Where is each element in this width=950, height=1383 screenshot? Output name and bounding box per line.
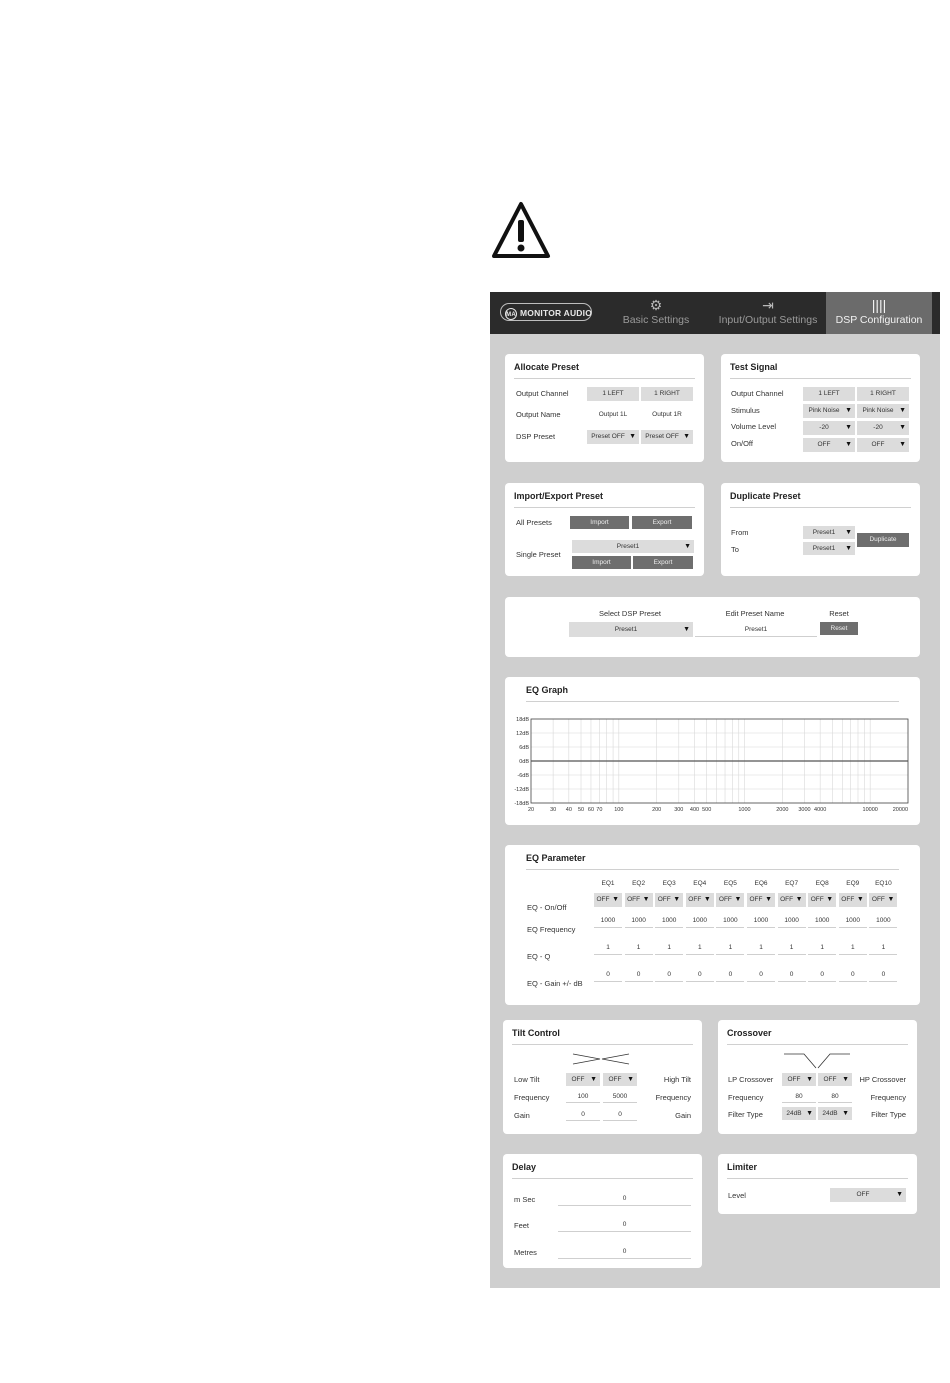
eq-onoff-select[interactable] xyxy=(869,893,897,907)
eq-frequency-input[interactable]: 1000 xyxy=(808,914,836,928)
dropdown-arrow-icon: ▼ xyxy=(899,441,906,448)
preset-name-input[interactable]: Preset1 xyxy=(695,622,817,637)
single-preset-select[interactable] xyxy=(572,540,694,553)
output-name-left[interactable]: Output 1L xyxy=(598,411,628,418)
eq-band-header: EQ4 xyxy=(693,880,707,887)
eq-onoff-select[interactable] xyxy=(778,893,806,907)
eq-band-header: EQ10 xyxy=(875,880,892,887)
select-value: OFF xyxy=(596,896,610,903)
eq-frequency-input[interactable]: 1000 xyxy=(625,914,653,928)
low-gain-input[interactable]: 0 xyxy=(566,1108,600,1121)
y-tick-label: -12dB xyxy=(514,787,529,793)
y-tick-label: -6dB xyxy=(517,773,529,779)
channel-right: 1 RIGHT xyxy=(641,387,693,401)
delay-panel xyxy=(503,1154,702,1268)
eq-onoff-select[interactable] xyxy=(839,893,867,907)
preset-select-bar xyxy=(505,597,920,657)
hp-frequency-input[interactable]: 80 xyxy=(818,1090,852,1103)
x-tick-label: 2000 xyxy=(776,807,789,813)
eq-gain-input[interactable]: 0 xyxy=(625,968,653,982)
dropdown-arrow-icon: ▼ xyxy=(795,896,803,903)
metres-label: Metres xyxy=(514,1248,537,1257)
lp-crossover-select[interactable] xyxy=(782,1073,816,1086)
x-tick-label: 1000 xyxy=(738,807,751,813)
dropdown-arrow-icon: ▼ xyxy=(642,896,650,903)
y-tick-label: 6dB xyxy=(519,745,529,751)
eq-onoff-label: EQ - On/Off xyxy=(527,903,567,912)
msec-input[interactable]: 0 xyxy=(558,1192,691,1206)
lp-frequency-input[interactable]: 80 xyxy=(782,1090,816,1103)
high-gain-label: Gain xyxy=(675,1111,691,1120)
eq-q-input[interactable]: 1 xyxy=(594,941,622,955)
divider xyxy=(512,1044,693,1045)
eq-onoff-select[interactable] xyxy=(716,893,744,907)
dropdown-arrow-icon: ▼ xyxy=(612,896,619,903)
hp-filter-type-label: Filter Type xyxy=(871,1110,906,1119)
tab-basic-settings-label: Basic Settings xyxy=(622,314,690,326)
channel-right: 1 RIGHT xyxy=(857,387,909,401)
eq-onoff-select[interactable] xyxy=(625,893,653,907)
eq-gain-input[interactable]: 0 xyxy=(869,968,897,982)
onoff-select-left[interactable] xyxy=(803,438,855,452)
eq-onoff-select[interactable] xyxy=(594,893,622,907)
eq-band-header: EQ1 xyxy=(601,880,615,887)
divider xyxy=(514,507,695,508)
eq-frequency-input[interactable]: 1000 xyxy=(716,914,744,928)
select-value: OFF xyxy=(780,896,794,903)
tab-dsp-label: DSP Configuration xyxy=(835,314,923,326)
eq-q-input[interactable]: 1 xyxy=(625,941,653,955)
tab-dsp-configuration[interactable] xyxy=(826,292,932,334)
eq-gain-input[interactable]: 0 xyxy=(716,968,744,982)
volume-select-left[interactable] xyxy=(803,421,855,435)
volume-level-label: Volume Level xyxy=(731,422,777,431)
y-tick-label: 0dB xyxy=(519,759,529,765)
eq-q-input[interactable]: 1 xyxy=(778,941,806,955)
onoff-label: On/Off xyxy=(731,439,753,448)
crossover-curve-icon xyxy=(782,1052,852,1070)
eq-band-header: EQ7 xyxy=(785,880,799,887)
dropdown-arrow-icon: ▼ xyxy=(896,1191,903,1198)
hp-filter-type-select[interactable] xyxy=(818,1107,852,1120)
dropdown-arrow-icon: ▼ xyxy=(683,433,690,440)
x-tick-label: 200 xyxy=(652,807,662,813)
eq-band-header: EQ5 xyxy=(723,880,737,887)
from-label: From xyxy=(731,528,749,537)
x-tick-label: 500 xyxy=(702,807,712,813)
output-name-right[interactable]: Output 1R xyxy=(652,411,682,418)
y-tick-label: 18dB xyxy=(516,717,529,723)
select-value: OFF xyxy=(688,896,702,903)
high-frequency-input[interactable]: 5000 xyxy=(603,1090,637,1103)
eq-frequency-input[interactable]: 1000 xyxy=(747,914,775,928)
select-value: Pink Noise xyxy=(808,407,840,414)
select-value: OFF xyxy=(718,896,732,903)
limiter-panel xyxy=(718,1154,917,1214)
lp-filter-type-select[interactable] xyxy=(782,1107,816,1120)
dropdown-arrow-icon: ▼ xyxy=(673,896,681,903)
eq-gain-input[interactable]: 0 xyxy=(778,968,806,982)
panel-title: Limiter xyxy=(727,1162,758,1172)
eq-band-header: EQ9 xyxy=(846,880,860,887)
export-single-button[interactable]: Export xyxy=(633,556,693,569)
tilt-curve-icon xyxy=(571,1052,631,1066)
panel-title: Duplicate Preset xyxy=(730,491,801,501)
dropdown-arrow-icon: ▼ xyxy=(845,529,852,536)
x-tick-label: 4000 xyxy=(814,807,827,813)
app-window xyxy=(490,292,940,1288)
onoff-select-right[interactable] xyxy=(857,438,909,452)
panel-title: Import/Export Preset xyxy=(514,491,604,501)
x-tick-label: 100 xyxy=(614,807,624,813)
dsp-preset-select-right[interactable] xyxy=(641,430,693,444)
x-tick-label: 10000 xyxy=(862,807,878,813)
divider xyxy=(526,869,899,870)
reset-button[interactable]: Reset xyxy=(820,622,858,635)
select-value: -20 xyxy=(873,424,883,431)
divider xyxy=(730,507,911,508)
dropdown-arrow-icon: ▼ xyxy=(899,424,906,431)
dropdown-arrow-icon: ▼ xyxy=(734,896,742,903)
tab-basic-settings[interactable] xyxy=(608,292,704,334)
select-value: Preset1 xyxy=(812,545,836,552)
eq-frequency-input[interactable]: 1000 xyxy=(869,914,897,928)
warning-icon xyxy=(490,200,552,260)
x-tick-label: 20 xyxy=(527,807,535,813)
low-frequency-label: Frequency xyxy=(514,1093,550,1102)
output-channel-label: Output Channel xyxy=(516,389,569,398)
eq-frequency-input[interactable]: 1000 xyxy=(594,914,622,928)
low-tilt-select[interactable] xyxy=(566,1073,600,1086)
select-dsp-preset[interactable] xyxy=(569,622,693,637)
dropdown-arrow-icon: ▼ xyxy=(627,1076,634,1083)
panel-title: EQ Graph xyxy=(526,685,569,695)
output-name-label: Output Name xyxy=(516,410,561,419)
dropdown-arrow-icon: ▼ xyxy=(842,1110,849,1117)
eq-q-input[interactable]: 1 xyxy=(747,941,775,955)
edit-preset-name-label: Edit Preset Name xyxy=(725,609,785,618)
eq-onoff-select[interactable] xyxy=(808,893,836,907)
select-value: OFF xyxy=(817,441,831,448)
eq-band-header: EQ2 xyxy=(632,880,646,887)
select-dsp-preset-label: Select DSP Preset xyxy=(599,609,661,618)
eq-gain-input[interactable]: 0 xyxy=(839,968,867,982)
select-value: OFF xyxy=(608,1076,622,1083)
channel-left: 1 LEFT xyxy=(587,387,639,401)
hp-frequency-label: Frequency xyxy=(870,1093,906,1102)
brand-mark-icon: MA xyxy=(505,308,517,320)
select-value: OFF xyxy=(871,441,885,448)
high-tilt-select[interactable] xyxy=(603,1073,637,1086)
eq-gain-input[interactable]: 0 xyxy=(655,968,683,982)
divider xyxy=(727,1178,908,1179)
panel-title: Test Signal xyxy=(730,362,778,372)
x-tick-label: 40 xyxy=(565,807,572,813)
eq-gain-input[interactable]: 0 xyxy=(808,968,836,982)
eq-frequency-input[interactable]: 1000 xyxy=(778,914,806,928)
dsp-preset-select-left[interactable] xyxy=(587,430,639,444)
eq-gain-label: EQ - Gain +/- dB xyxy=(527,979,583,988)
x-tick-label: 3000 xyxy=(798,807,811,813)
low-gain-label: Gain xyxy=(514,1111,530,1120)
panel-title: Crossover xyxy=(727,1028,772,1038)
dropdown-arrow-icon: ▼ xyxy=(806,1110,813,1117)
eq-q-input[interactable]: 1 xyxy=(808,941,836,955)
high-gain-input[interactable]: 0 xyxy=(603,1108,637,1121)
dropdown-arrow-icon: ▼ xyxy=(842,1076,849,1083)
hp-crossover-select[interactable] xyxy=(818,1073,852,1086)
metres-input[interactable]: 0 xyxy=(558,1245,691,1259)
dropdown-arrow-icon: ▼ xyxy=(683,626,690,633)
dropdown-arrow-icon: ▼ xyxy=(806,1076,813,1083)
eq-frequency-input[interactable]: 1000 xyxy=(686,914,714,928)
dsp-bars-icon: |||| xyxy=(871,297,887,313)
panel-title: Tilt Control xyxy=(512,1028,560,1038)
divider xyxy=(730,378,911,379)
all-presets-label: All Presets xyxy=(516,518,552,527)
lp-crossover-label: LP Crossover xyxy=(728,1075,774,1084)
dropdown-arrow-icon: ▼ xyxy=(845,441,852,448)
eq-q-input[interactable]: 1 xyxy=(655,941,683,955)
dropdown-arrow-icon: ▼ xyxy=(629,433,636,440)
export-all-button[interactable]: Export xyxy=(632,516,692,529)
eq-q-input[interactable]: 1 xyxy=(686,941,714,955)
dropdown-arrow-icon: ▼ xyxy=(826,896,834,903)
select-value: Preset OFF xyxy=(645,433,679,440)
hp-crossover-label: HP Crossover xyxy=(859,1075,906,1084)
eq-frequency-input[interactable]: 1000 xyxy=(839,914,867,928)
lp-filter-type-label: Filter Type xyxy=(728,1110,763,1119)
channel-left: 1 LEFT xyxy=(803,387,855,401)
select-value: Pink Noise xyxy=(862,407,894,414)
crossover-panel xyxy=(718,1020,917,1134)
select-value: Preset OFF xyxy=(591,433,625,440)
eq-q-label: EQ - Q xyxy=(527,952,551,961)
divider xyxy=(512,1178,693,1179)
dropdown-arrow-icon: ▼ xyxy=(887,896,895,903)
y-tick-label: -18dB xyxy=(514,801,529,807)
select-value: 24dB xyxy=(822,1110,838,1117)
dropdown-arrow-icon: ▼ xyxy=(845,407,852,414)
reset-label: Reset xyxy=(829,609,849,618)
low-tilt-label: Low Tilt xyxy=(514,1075,540,1084)
eq-onoff-select[interactable] xyxy=(747,893,775,907)
select-value: OFF xyxy=(810,896,824,903)
eq-band-header: EQ3 xyxy=(662,880,676,887)
select-value: -20 xyxy=(819,424,829,431)
eq-graph-chart xyxy=(505,677,920,825)
x-tick-label: 20000 xyxy=(892,807,908,813)
x-tick-label: 70 xyxy=(596,807,603,813)
select-value: OFF xyxy=(627,896,641,903)
select-value: Preset1 xyxy=(616,543,640,550)
high-frequency-label: Frequency xyxy=(655,1093,691,1102)
top-nav xyxy=(490,292,940,334)
eq-parameter-panel xyxy=(505,845,920,1005)
select-value: OFF xyxy=(787,1076,801,1083)
high-tilt-label: High Tilt xyxy=(663,1075,691,1084)
to-label: To xyxy=(731,545,739,554)
eq-band-header: EQ8 xyxy=(815,880,829,887)
feet-label: Feet xyxy=(514,1221,530,1230)
divider xyxy=(727,1044,908,1045)
dropdown-arrow-icon: ▼ xyxy=(899,407,906,414)
feet-input[interactable]: 0 xyxy=(558,1218,691,1232)
single-preset-label: Single Preset xyxy=(516,550,561,559)
eq-q-input[interactable]: 1 xyxy=(839,941,867,955)
select-value: OFF xyxy=(657,896,671,903)
dropdown-arrow-icon: ▼ xyxy=(856,896,864,903)
eq-frequency-label: EQ Frequency xyxy=(527,925,576,934)
limiter-level-select[interactable] xyxy=(830,1188,906,1202)
brand-logo: MA MONITOR AUDIO xyxy=(500,303,592,321)
allocate-preset-panel xyxy=(505,354,704,462)
eq-q-input[interactable]: 1 xyxy=(716,941,744,955)
from-preset-select[interactable] xyxy=(803,526,855,539)
lp-frequency-label: Frequency xyxy=(728,1093,764,1102)
x-tick-label: 50 xyxy=(577,807,585,813)
stimulus-label: Stimulus xyxy=(731,406,760,415)
import-single-button[interactable]: Import xyxy=(572,556,631,569)
level-label: Level xyxy=(728,1191,746,1200)
eq-frequency-input[interactable]: 1000 xyxy=(655,914,683,928)
stimulus-select-left[interactable] xyxy=(803,404,855,418)
panel-title: Delay xyxy=(512,1162,537,1172)
x-tick-label: 300 xyxy=(674,807,684,813)
duplicate-preset-panel xyxy=(721,483,920,576)
output-channel-label: Output Channel xyxy=(731,389,784,398)
divider xyxy=(514,378,695,379)
x-tick-label: 400 xyxy=(689,807,700,813)
eq-onoff-select[interactable] xyxy=(686,893,714,907)
dropdown-arrow-icon: ▼ xyxy=(765,896,772,903)
test-signal-panel xyxy=(721,354,920,462)
select-value: OFF xyxy=(871,896,885,903)
x-tick-label: 30 xyxy=(550,807,557,813)
eq-gain-input[interactable]: 0 xyxy=(747,968,775,982)
duplicate-button[interactable]: Duplicate xyxy=(857,533,909,547)
y-tick-label: 12dB xyxy=(516,731,529,737)
low-frequency-input[interactable]: 100 xyxy=(566,1090,600,1103)
select-value: OFF xyxy=(841,896,855,903)
dropdown-arrow-icon: ▼ xyxy=(703,896,711,903)
eq-q-input[interactable]: 1 xyxy=(869,941,897,955)
select-value: Preset1 xyxy=(614,626,638,633)
select-value: OFF xyxy=(749,896,763,903)
msec-label: m Sec xyxy=(514,1195,536,1204)
panel-title: EQ Parameter xyxy=(526,853,586,863)
eq-gain-input[interactable]: 0 xyxy=(594,968,622,982)
select-value: 24dB xyxy=(786,1110,802,1117)
dropdown-arrow-icon: ▼ xyxy=(845,424,852,431)
tab-input-output-label: Input/Output Settings xyxy=(718,314,818,326)
select-value: OFF xyxy=(823,1076,837,1083)
input-icon: ⇥ xyxy=(762,297,774,313)
dropdown-arrow-icon: ▼ xyxy=(590,1076,597,1083)
eq-graph-panel xyxy=(505,677,920,825)
x-tick-label: 60 xyxy=(587,807,595,813)
eq-onoff-select[interactable] xyxy=(655,893,683,907)
eq-band-header: EQ6 xyxy=(754,880,768,887)
gears-icon: ⚙ xyxy=(649,297,663,313)
import-export-panel xyxy=(505,483,704,576)
select-value: OFF xyxy=(571,1076,585,1083)
to-preset-select[interactable] xyxy=(803,542,855,555)
eq-gain-input[interactable]: 0 xyxy=(686,968,714,982)
tab-input-output-settings[interactable] xyxy=(712,292,824,334)
select-value: Preset1 xyxy=(812,529,836,536)
dsp-preset-label: DSP Preset xyxy=(516,432,556,441)
panel-title: Allocate Preset xyxy=(514,362,580,372)
import-all-button[interactable]: Import xyxy=(570,516,629,529)
dropdown-arrow-icon: ▼ xyxy=(845,545,852,552)
select-value: OFF xyxy=(856,1191,870,1198)
tilt-control-panel xyxy=(503,1020,702,1134)
dropdown-arrow-icon: ▼ xyxy=(684,543,691,550)
stimulus-select-right[interactable] xyxy=(857,404,909,418)
volume-select-right[interactable] xyxy=(857,421,909,435)
